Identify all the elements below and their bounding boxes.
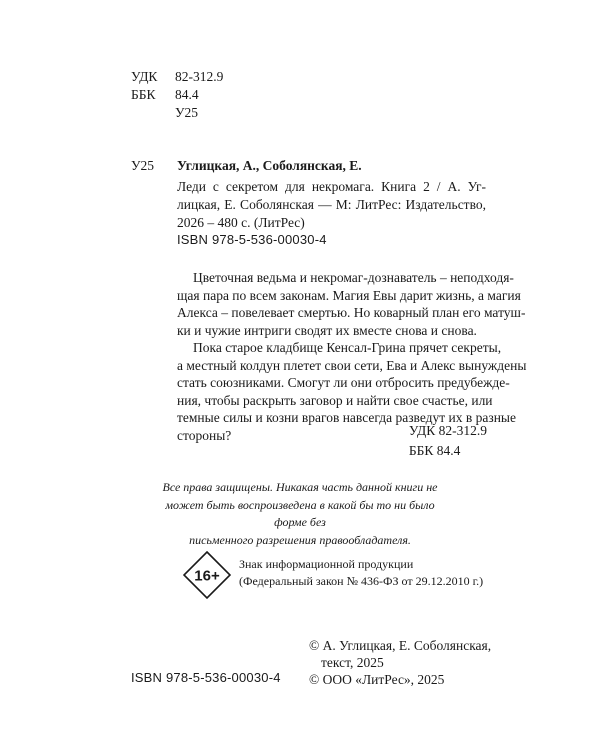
annotation-line: стать союзниками. Смогут ли они отбросить предубежде- — [177, 375, 510, 390]
age-rating-badge — [183, 551, 231, 599]
copyright-line: © А. Углицкая, Е. Соболянская, — [309, 638, 492, 653]
udk-right: УДК 82-312.9 — [408, 423, 487, 438]
bbk-value: 84.4 — [175, 87, 199, 102]
age-info-line: (Федеральный закон № 436-ФЗ от 29.12.2010 г.) — [239, 574, 484, 588]
classification-block — [131, 68, 223, 122]
author-code-row — [131, 104, 223, 122]
rights-line: Все права защищены. Никакая часть данной книги не — [162, 480, 438, 494]
description-line: 2026 – 480 с. (ЛитРес) — [177, 215, 305, 230]
annotation-line: Алекса – повелевает смертью. Но коварный план его матуш- — [177, 305, 526, 320]
udk-value: 82-312.9 — [175, 69, 224, 84]
annotation-line: темные силы и козни врагов навсегда разведут их в разные — [177, 410, 516, 425]
bbk-row — [131, 86, 223, 104]
isbn-footer: ISBN 978-5-536-00030-4 — [131, 670, 281, 685]
annotation-line: Пока старое кладбище Кенсал-Грина прячет секреты, — [193, 340, 502, 355]
rights-line: письменного разрешения правообладателя. — [189, 532, 411, 547]
classification-right — [409, 421, 487, 461]
annotation-line: Цветочная ведьма и некромаг-дознаватель – неподходя- — [193, 270, 514, 285]
age-rating-text: 16+ — [194, 567, 220, 585]
copyright-block — [309, 637, 491, 688]
bibliographic-description — [177, 178, 486, 232]
copyright-line: текст, 2025 — [321, 655, 384, 670]
rights-notice — [150, 479, 450, 549]
udk-row — [131, 68, 223, 86]
isbn: ISBN 978-5-536-00030-4 — [177, 232, 327, 247]
annotation-line: стороны? — [177, 427, 232, 443]
annotation-line: щая пара по всем законам. Магия Евы дарит жизнь, а магия — [177, 287, 521, 303]
annotation-line: ния, чтобы раскрыть заговор и найти свое счастье, или — [177, 392, 493, 408]
bibliographic-code: У25 — [131, 158, 155, 173]
bbk-label: ББК — [131, 87, 156, 102]
copyright-line: © ООО «ЛитРес», 2025 — [309, 672, 445, 687]
description-line: лицкая, Е. Соболянская — М: ЛитРес: Издательство, — [177, 197, 486, 212]
annotation-line: ки и чужие интриги сводят их вместе снова и снова. — [177, 322, 477, 338]
annotation — [177, 269, 527, 444]
author-code: У25 — [175, 105, 199, 120]
bbk-right: ББК 84.4 — [408, 443, 461, 458]
annotation-line: а местный колдун плетет свои сети, Ева и Алекс вынуждены — [177, 357, 527, 373]
author-heading: Углицкая, А., Соболянская, Е. — [177, 158, 362, 173]
age-rating-info — [239, 556, 483, 590]
rights-line: может быть воспроизведена в какой бы то ни было форме без — [165, 497, 435, 529]
description-line: Леди с секретом для некромага. Книга 2 / А. Уг- — [177, 179, 486, 194]
udk-label: УДК — [131, 69, 158, 84]
age-info-line: Знак информационной продукции — [239, 557, 414, 571]
